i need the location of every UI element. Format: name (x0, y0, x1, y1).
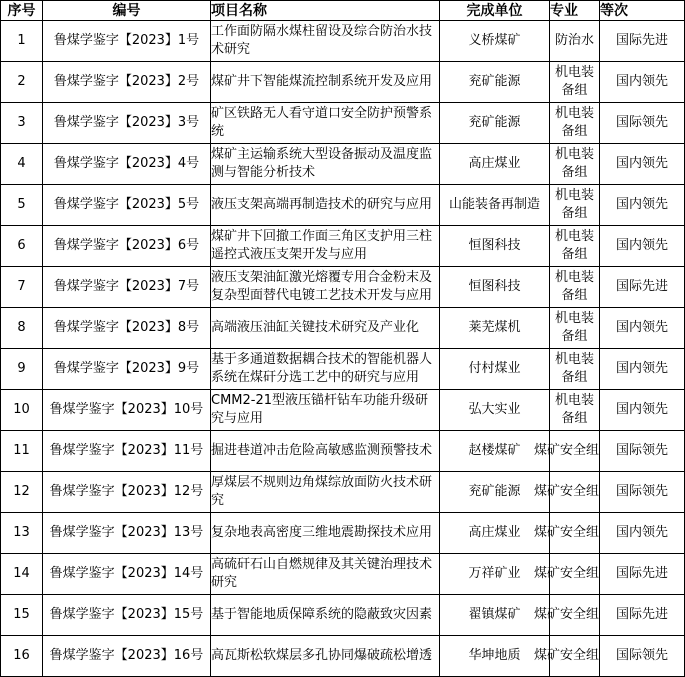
row-unit: 华坤地质 (440, 636, 550, 677)
row-name-text: 高硫矸石山自燃规律及其关键治理技术研究 (211, 557, 433, 590)
table-row (1, 185, 685, 226)
table-row (1, 62, 685, 103)
row-name (211, 185, 440, 226)
row-code: 鲁煤学鉴字【2023】14号 (43, 554, 211, 595)
table-row (1, 144, 685, 185)
header-row (1, 1, 685, 21)
row-code: 鲁煤学鉴字【2023】6号 (43, 226, 211, 267)
table-row (1, 595, 685, 636)
row-name (211, 62, 440, 103)
row-name (211, 226, 440, 267)
row-grade: 国际先进 (600, 21, 685, 62)
row-unit: 赵楼煤矿 (440, 431, 550, 472)
row-no: 1 (1, 21, 43, 62)
table-row (1, 349, 685, 390)
table-row (1, 390, 685, 431)
row-no: 3 (1, 103, 43, 144)
row-no: 5 (1, 185, 43, 226)
row-unit: 兖矿能源 (440, 103, 550, 144)
row-code: 鲁煤学鉴字【2023】11号 (43, 431, 211, 472)
row-grade: 国内领先 (600, 513, 685, 554)
row-name-text: 煤矿井下智能煤流控制系统开发及应用 (211, 74, 433, 89)
row-no: 14 (1, 554, 43, 595)
row-code: 鲁煤学鉴字【2023】7号 (43, 267, 211, 308)
table-row (1, 267, 685, 308)
row-unit: 翟镇煤矿 (440, 595, 550, 636)
row-no: 12 (1, 472, 43, 513)
row-major: 煤矿安全组 (550, 636, 600, 677)
row-name (211, 144, 440, 185)
row-unit: 义桥煤矿 (440, 21, 550, 62)
row-no: 2 (1, 62, 43, 103)
table-row (1, 554, 685, 595)
row-major: 机电装备组 (550, 144, 600, 185)
row-name-text: 复杂地表高密度三维地震勘探技术应用 (211, 525, 433, 540)
row-major: 机电装备组 (550, 226, 600, 267)
header-unit: 完成单位 (440, 1, 550, 21)
table-row (1, 308, 685, 349)
row-code: 鲁煤学鉴字【2023】8号 (43, 308, 211, 349)
row-unit: 付村煤业 (440, 349, 550, 390)
row-code: 鲁煤学鉴字【2023】12号 (43, 472, 211, 513)
row-grade: 国际领先 (600, 103, 685, 144)
row-name-text: 煤矿井下回撤工作面三角区支护用三柱遥控式液压支架开发与应用 (211, 229, 433, 262)
row-name (211, 431, 440, 472)
row-unit: 万祥矿业 (440, 554, 550, 595)
row-grade: 国际领先 (600, 431, 685, 472)
row-name-text: 工作面防隔水煤柱留设及综合防治水技术研究 (211, 24, 433, 57)
table-row (1, 472, 685, 513)
row-grade: 国内领先 (600, 185, 685, 226)
row-no: 8 (1, 308, 43, 349)
table-row (1, 226, 685, 267)
header-code: 编号 (43, 1, 211, 21)
row-name (211, 595, 440, 636)
row-name-text: 掘进巷道冲击危险高敏感监测预警技术 (211, 443, 433, 458)
row-name-text: 高瓦斯松软煤层多孔协同爆破疏松增透 (211, 648, 433, 663)
row-major: 机电装备组 (550, 62, 600, 103)
row-unit: 兖矿能源 (440, 472, 550, 513)
row-code: 鲁煤学鉴字【2023】5号 (43, 185, 211, 226)
row-code: 鲁煤学鉴字【2023】13号 (43, 513, 211, 554)
row-no: 9 (1, 349, 43, 390)
row-name (211, 513, 440, 554)
header-name: 项目名称 (211, 1, 440, 21)
row-no: 10 (1, 390, 43, 431)
row-name (211, 349, 440, 390)
header-grade: 等次 (600, 1, 685, 21)
row-unit: 高庄煤业 (440, 144, 550, 185)
row-grade: 国内领先 (600, 349, 685, 390)
row-unit: 恒图科技 (440, 267, 550, 308)
table-row (1, 513, 685, 554)
row-code: 鲁煤学鉴字【2023】1号 (43, 21, 211, 62)
row-unit: 高庄煤业 (440, 513, 550, 554)
row-name-text: 高端液压油缸关键技术研究及产业化 (211, 320, 420, 335)
row-name (211, 472, 440, 513)
table-row (1, 103, 685, 144)
table-row (1, 636, 685, 677)
row-no: 7 (1, 267, 43, 308)
row-name-text: 液压支架高端再制造技术的研究与应用 (211, 197, 433, 212)
row-no: 13 (1, 513, 43, 554)
row-name-text: 煤矿主运输系统大型设备振动及温度监测与智能分析技术 (211, 147, 433, 180)
row-name (211, 103, 440, 144)
row-name-text: 基于智能地质保障系统的隐蔽致灾因素 (211, 607, 433, 622)
row-major: 煤矿安全组 (550, 554, 600, 595)
row-name (211, 308, 440, 349)
row-major: 机电装备组 (550, 185, 600, 226)
row-grade: 国内领先 (600, 226, 685, 267)
row-grade: 国际领先 (600, 636, 685, 677)
row-code: 鲁煤学鉴字【2023】10号 (43, 390, 211, 431)
row-major: 机电装备组 (550, 349, 600, 390)
table-row (1, 431, 685, 472)
row-grade: 国际先进 (600, 554, 685, 595)
row-major: 煤矿安全组 (550, 472, 600, 513)
row-no: 11 (1, 431, 43, 472)
row-code: 鲁煤学鉴字【2023】16号 (43, 636, 211, 677)
row-name (211, 21, 440, 62)
row-grade: 国际领先 (600, 472, 685, 513)
row-major: 防治水 (550, 21, 600, 62)
row-name-text: 矿区铁路无人看守道口安全防护预警系统 (211, 106, 433, 139)
header-major: 专业 (550, 1, 600, 21)
row-code: 鲁煤学鉴字【2023】4号 (43, 144, 211, 185)
row-name (211, 390, 440, 431)
row-unit: 弘大实业 (440, 390, 550, 431)
row-no: 15 (1, 595, 43, 636)
row-grade: 国内领先 (600, 62, 685, 103)
row-code: 鲁煤学鉴字【2023】3号 (43, 103, 211, 144)
row-major: 煤矿安全组 (550, 513, 600, 554)
row-code: 鲁煤学鉴字【2023】2号 (43, 62, 211, 103)
table-row (1, 21, 685, 62)
row-grade: 国内领先 (600, 390, 685, 431)
row-name-text: 液压支架油缸激光熔覆专用合金粉末及复杂型面替代电镀工艺技术开发与应用 (211, 270, 433, 303)
header-no: 序号 (1, 1, 43, 21)
row-major: 机电装备组 (550, 308, 600, 349)
row-name-text: 基于多通道数据耦合技术的智能机器人系统在煤矸分选工艺中的研究与应用 (211, 352, 433, 385)
row-code: 鲁煤学鉴字【2023】15号 (43, 595, 211, 636)
row-grade: 国际先进 (600, 267, 685, 308)
row-unit: 恒图科技 (440, 226, 550, 267)
row-name (211, 636, 440, 677)
row-major: 机电装备组 (550, 390, 600, 431)
row-grade: 国内领先 (600, 144, 685, 185)
row-name (211, 267, 440, 308)
row-major: 机电装备组 (550, 267, 600, 308)
row-no: 6 (1, 226, 43, 267)
row-major: 煤矿安全组 (550, 431, 600, 472)
row-grade: 国际先进 (600, 595, 685, 636)
row-unit: 莱芜煤机 (440, 308, 550, 349)
row-unit: 兖矿能源 (440, 62, 550, 103)
row-code: 鲁煤学鉴字【2023】9号 (43, 349, 211, 390)
row-no: 16 (1, 636, 43, 677)
row-name (211, 554, 440, 595)
row-unit: 山能装备再制造 (440, 185, 550, 226)
row-major: 煤矿安全组 (550, 595, 600, 636)
row-major: 机电装备组 (550, 103, 600, 144)
row-name-text: CMM2-21型液压锚杆钻车功能升级研究与应用 (211, 393, 429, 426)
row-grade: 国内领先 (600, 308, 685, 349)
row-name-text: 厚煤层不规则边角煤综放面防火技术研究 (211, 475, 433, 508)
row-no: 4 (1, 144, 43, 185)
